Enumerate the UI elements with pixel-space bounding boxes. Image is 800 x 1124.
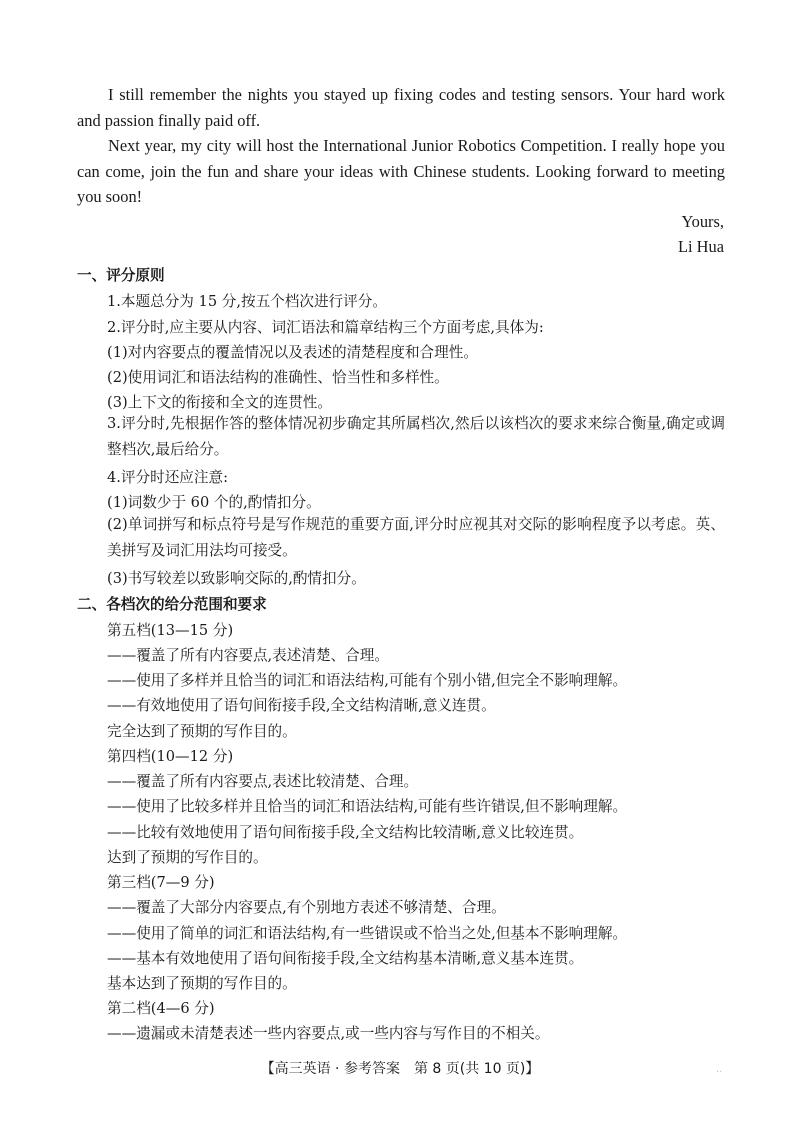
band-4-line-2: ——使用了比较多样并且恰当的词汇和语法结构,可能有些许错误,但不影响理解。 [107, 798, 628, 815]
letter-closing: Yours, [681, 212, 724, 231]
band-4-title: 第四档(10—12 分) [107, 748, 234, 765]
band-5-line-3: ——有效地使用了语句间衔接手段,全文结构清晰,意义连贯。 [107, 697, 496, 714]
band-2-line-1: ——遗漏或未清楚表述一些内容要点,或一些内容与写作目的不相关。 [107, 1025, 550, 1042]
page-footer: 【高三英语 · 参考答案 第 8 页(共 10 页)】 [260, 1061, 540, 1077]
band-4-line-3: ——比较有效地使用了语句间衔接手段,全文结构比较清晰,意义比较连贯。 [107, 824, 584, 841]
principle-item-2-1: (1)对内容要点的覆盖情况以及表述的清楚程度和合理性。 [107, 344, 478, 361]
principle-item-4: 4.评分时还应注意: [107, 469, 228, 486]
band-3-summary: 基本达到了预期的写作目的。 [107, 975, 297, 992]
section-heading-score-bands: 二、各档次的给分范围和要求 [77, 596, 267, 613]
principle-item-4-2-text: (2)单词拼写和标点符号是写作规范的重要方面,评分时应视其对交际的影响程度予以考虑。英、美拼写及词汇用法均可接受。 [107, 516, 725, 559]
principle-item-4-2 [77, 512, 725, 563]
band-5-title: 第五档(13—15 分) [107, 622, 234, 639]
band-3-line-2: ——使用了简单的词汇和语法结构,有一些错误或不恰当之处,但基本不影响理解。 [107, 925, 628, 942]
principle-item-3 [77, 411, 725, 462]
band-5-line-2: ——使用了多样并且恰当的词汇和语法结构,可能有个别小错,但完全不影响理解。 [107, 672, 628, 689]
letter-paragraph-1: I still remember the nights you stayed up fixing codes and testing sensors. Your hard work and passion finally paid off. [77, 85, 725, 130]
principle-item-4-3: (3)书写较差以致影响交际的,酌情扣分。 [107, 570, 366, 587]
principle-item-2-2: (2)使用词汇和语法结构的准确性、恰当性和多样性。 [107, 369, 449, 386]
letter-body [77, 82, 725, 210]
principle-item-1: 1.本题总分为 15 分,按五个档次进行评分。 [107, 293, 387, 310]
band-3-line-1: ——覆盖了大部分内容要点,有个别地方表述不够清楚、合理。 [107, 899, 506, 916]
letter-signature: Li Hua [678, 237, 724, 256]
band-5-summary: 完全达到了预期的写作目的。 [107, 723, 297, 740]
corner-mark: .. [716, 1064, 723, 1075]
letter-paragraph-2: Next year, my city will host the International Junior Robotics Competition. I really hope you can come, join the fun and share your ideas with Chinese students. Looking forward to meeting you soon! [77, 136, 725, 206]
band-4-line-1: ——覆盖了所有内容要点,表述比较清楚、合理。 [107, 773, 419, 790]
band-2-title: 第二档(4—6 分) [107, 1000, 215, 1017]
principle-item-3-text: 3.评分时,先根据作答的整体情况初步确定其所属档次,然后以该档次的要求来综合衡量,确定或调整档次,最后给分。 [107, 415, 725, 458]
band-4-summary: 达到了预期的写作目的。 [107, 849, 268, 866]
band-3-title: 第三档(7—9 分) [107, 874, 215, 891]
principle-item-4-1: (1)词数少于 60 个的,酌情扣分。 [107, 494, 321, 511]
band-3-line-3: ——基本有效地使用了语句间衔接手段,全文结构基本清晰,意义基本连贯。 [107, 950, 584, 967]
principle-item-2-3: (3)上下文的衔接和全文的连贯性。 [107, 394, 332, 411]
section-heading-scoring-principles: 一、评分原则 [77, 267, 165, 284]
principle-item-2: 2.评分时,应主要从内容、词汇语法和篇章结构三个方面考虑,具体为: [107, 319, 544, 336]
band-5-line-1: ——覆盖了所有内容要点,表述清楚、合理。 [107, 647, 389, 664]
